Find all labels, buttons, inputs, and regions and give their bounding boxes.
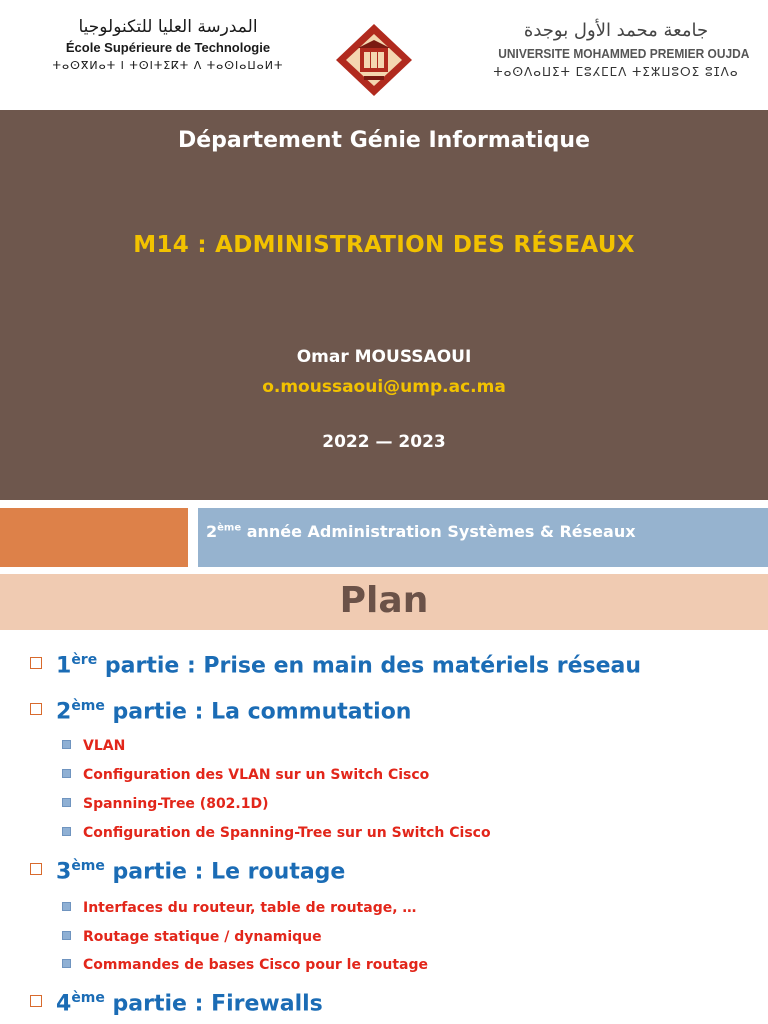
band-orange-block (0, 508, 188, 567)
author-email[interactable]: o.moussaoui@ump.ac.ma (262, 377, 506, 397)
university-logo-block (488, 20, 750, 79)
part-ordinal-suffix: ème (71, 698, 105, 714)
program-ordinal: 2 (206, 522, 218, 541)
university-tifinagh-name: ⵜⴰⵙⴷⴰⵡⵉⵜ ⵎⵓⵃⵎⵎⴷ ⵜⵉⵣⵡⵓⵔⵉ ⵓⵊⴷⴰ (493, 65, 739, 79)
part-number: 3 (56, 859, 72, 885)
university-crest-icon (330, 20, 418, 100)
program-label (206, 522, 636, 541)
program-text: année Administration Systèmes & Réseaux (241, 522, 636, 541)
small-square-bullet-icon (62, 769, 71, 778)
plan-subitem (62, 767, 429, 783)
school-arabic-name: المدرسة العليا للتكنولوجيا (78, 17, 258, 37)
school-logo-block (44, 16, 292, 72)
department-title: Département Génie Informatique (177, 128, 591, 153)
university-arabic-name: جامعة محمد الأول بوجدة (523, 20, 709, 41)
subitem-label: Routage statique / dynamique (83, 929, 322, 945)
part-label: partie : Le routage (104, 859, 346, 885)
part-number: 2 (56, 699, 72, 725)
square-bullet-icon (30, 995, 42, 1007)
plan-title: Plan (339, 580, 429, 621)
part-number: 1 (56, 653, 72, 679)
school-tifinagh-name: ⵜⴰⵙⴳⵍⴰⵜ ⵏ ⵜⵙⵏⵜⵉⴽⵜ ⴷ ⵜⴰⵙⵏⴰⵡⴰⵍⵜ (52, 59, 284, 72)
subitem-label: Commandes de bases Cisco pour le routage (83, 957, 428, 973)
logo-header (0, 0, 768, 110)
school-name: École Supérieure de Technologie (65, 40, 271, 55)
program-ordinal-suffix: ème (217, 522, 242, 534)
part-ordinal-suffix: ère (71, 652, 98, 668)
subitem-label: Spanning-Tree (802.1D) (83, 796, 269, 812)
plan-subitem (62, 796, 269, 812)
part-number: 4 (56, 991, 72, 1017)
academic-year: 2022 — 2023 (322, 432, 446, 452)
plan-part-2 (30, 698, 411, 724)
subitem-label: Configuration de Spanning-Tree sur un Switch Cisco (83, 825, 491, 841)
square-bullet-icon (30, 703, 42, 715)
part-ordinal-suffix: ème (71, 858, 105, 874)
subitem-label: Interfaces du routeur, table de routage, … (83, 900, 417, 916)
plan-subitem (62, 738, 125, 754)
small-square-bullet-icon (62, 827, 71, 836)
plan-subitem (62, 825, 491, 841)
university-name: UNIVERSITE MOHAMMED PREMIER OUJDA (498, 46, 750, 61)
square-bullet-icon (30, 657, 42, 669)
small-square-bullet-icon (62, 740, 71, 749)
plan-subitem (62, 929, 322, 945)
author-name: Omar MOUSSAOUI (296, 347, 472, 367)
small-square-bullet-icon (62, 959, 71, 968)
plan-part-1 (30, 652, 641, 678)
subitem-label: Configuration des VLAN sur un Switch Cisco (83, 767, 430, 783)
part-label: partie : Prise en main des matériels réseau (97, 653, 642, 679)
title-slide (0, 0, 768, 500)
small-square-bullet-icon (62, 798, 71, 807)
part-ordinal-suffix: ème (71, 990, 105, 1006)
small-square-bullet-icon (62, 902, 71, 911)
part-label: partie : La commutation (104, 699, 412, 725)
part-label: partie : Firewalls (104, 991, 323, 1017)
plan-subitem (62, 900, 416, 916)
plan-subitem (62, 957, 428, 973)
small-square-bullet-icon (62, 931, 71, 940)
plan-part-4 (30, 990, 323, 1016)
plan-part-3 (30, 858, 345, 884)
course-title: M14 : ADMINISTRATION DES RÉSEAUX (133, 232, 635, 258)
square-bullet-icon (30, 863, 42, 875)
subitem-label: VLAN (83, 738, 126, 754)
